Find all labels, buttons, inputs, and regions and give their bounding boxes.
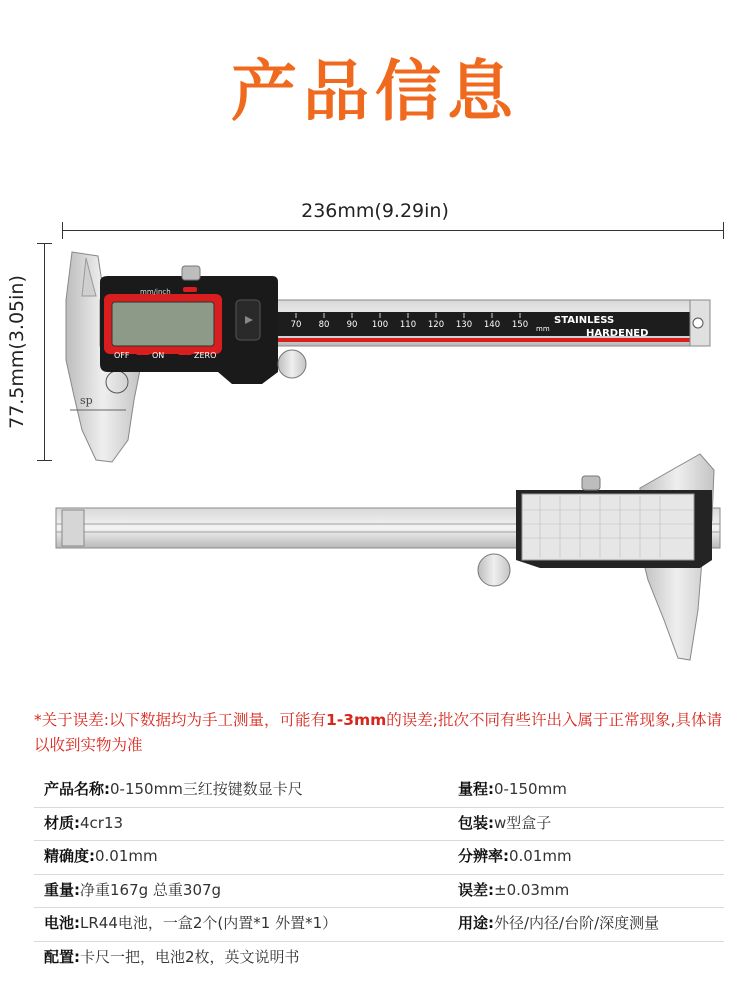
caliper-top-view: [66, 252, 710, 462]
spec-value: 外径/内径/台阶/深度测量: [494, 914, 660, 932]
scale-tick-label: 70: [290, 320, 302, 330]
spec-label: 配置:: [44, 947, 80, 966]
spec-label: 用途:: [458, 914, 494, 932]
note-prefix: *关于误差:以下数据均为手工测量，可能有: [34, 711, 326, 729]
scale-tick-label: 80: [318, 320, 330, 330]
spec-label: 产品名称:: [44, 780, 110, 798]
caliper-product-image: [0, 240, 750, 680]
brand-line-1: STAINLESS: [554, 315, 615, 326]
spec-value: 净重167g 总重307g: [80, 880, 222, 899]
zero-button: [178, 350, 192, 355]
spec-row: [34, 841, 724, 875]
spec-row: [34, 875, 724, 909]
scale-tick-label: 100: [371, 320, 389, 330]
jaw-mark: sp: [80, 394, 93, 407]
length-dimension-line: [62, 230, 724, 231]
spec-value: 0-150mm三红按键数显卡尺: [110, 780, 303, 798]
spec-row: [34, 774, 724, 808]
spec-value: 卡尺一把，电池2枚，英文说明书: [80, 947, 300, 966]
spec-label: 重量:: [44, 880, 80, 899]
spec-label: 误差:: [458, 880, 494, 899]
spec-value: LR44电池，一盒2个(内置*1 外置*1）: [80, 914, 338, 932]
error-note: [34, 708, 724, 758]
scale-tick-label: 130: [455, 320, 473, 330]
length-dimension-tick-right: [723, 222, 724, 239]
spec-value: w型盒子: [494, 813, 552, 832]
spec-value: 0.01mm: [95, 847, 158, 865]
note-highlight: 1-3mm: [325, 711, 387, 729]
spec-row: [34, 908, 724, 942]
scale-tick-label: 90: [346, 320, 358, 330]
on-label: ON: [152, 351, 165, 360]
height-dimension-label: 77.5mm(3.05in): [6, 275, 28, 429]
spec-value: ±0.03mm: [494, 880, 570, 899]
spec-row: [34, 942, 724, 975]
scale-tick-label: 150: [511, 320, 529, 330]
spec-label: 量程:: [458, 780, 494, 798]
spec-row: [34, 808, 724, 842]
unit-button-label: mm/inch: [140, 288, 171, 296]
off-label: OFF: [114, 351, 130, 360]
spec-value: 4cr13: [80, 813, 124, 832]
spec-label: 电池:: [44, 914, 80, 932]
scale-tick-label: 140: [483, 320, 501, 330]
unit-button: [183, 287, 197, 292]
page-title: 产品信息: [231, 53, 519, 130]
length-dimension-tick-left: [62, 222, 63, 239]
spec-value: 0-150mm: [494, 780, 567, 798]
scale-unit: mm: [536, 325, 550, 333]
spec-label: 分辨率:: [458, 847, 509, 865]
zero-label: ZERO: [194, 351, 217, 360]
spec-label: 精确度:: [44, 847, 95, 865]
scale-tick-label: 120: [427, 320, 445, 330]
brand-line-2: HARDENED: [586, 328, 649, 339]
caliper-back-view: [56, 454, 720, 660]
spec-label: 包装:: [458, 813, 494, 832]
spec-value: 0.01mm: [509, 847, 572, 865]
scale-tick-label: 110: [399, 320, 417, 330]
note-suffix: 的误差;批次不同有些许出入属于正常现象,具体请以收到实物为准: [34, 711, 722, 754]
off-button: [136, 350, 150, 355]
spec-label: 材质:: [44, 813, 80, 832]
length-dimension-label: 236mm(9.29in): [301, 200, 449, 222]
specs-table: [34, 774, 724, 974]
